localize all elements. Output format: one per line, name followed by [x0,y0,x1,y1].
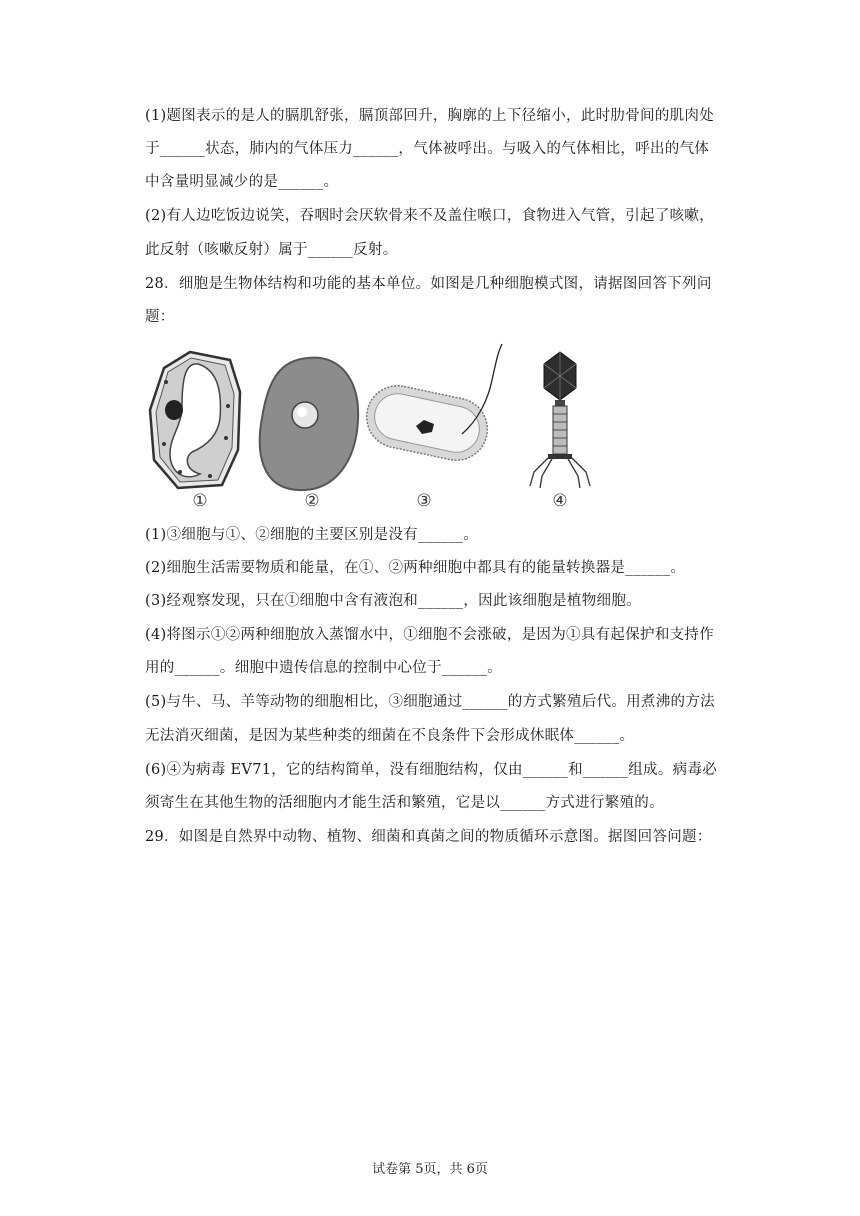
text-line: 用的______。细胞中遗传信息的控制中心位于______。 [145,660,502,676]
cell-diagram-figure [140,340,620,515]
text-line: (4)将图示①②两种细胞放入蒸馏水中，①细胞不会涨破，是因为①具有起保护和支持作 [145,627,715,643]
text-line: 无法消灭细菌，是因为某些种类的细菌在不良条件下会形成休眠体______。 [145,728,635,744]
figure-label-3: ③ [416,491,432,511]
text-line: (5)与牛、马、羊等动物的细胞相比，③细胞通过______的方式繁殖后代。用煮沸的方法 [145,694,715,710]
figure-label-4: ④ [552,491,568,511]
text-line: (1)题图表示的是人的膈肌舒张，膈顶部回升，胸廓的上下径缩小，此时肋骨间的肌肉处 [145,108,715,124]
text-line: 此反射（咳嗽反射）属于______反射。 [145,242,398,258]
text-line: (1)③细胞与①、②细胞的主要区别是没有______。 [145,527,479,543]
text-line: (3)经观察发现，只在①细胞中含有液泡和______，因此该细胞是植物细胞。 [145,593,641,609]
text-line: (6)④为病毒 EV71，它的结构简单，没有细胞结构，仅由______和______组成。病毒必 [145,762,718,778]
text-line: 须寄生在其他生物的活细胞内才能生活和繁殖，它是以______方式进行繁殖的。 [145,795,664,811]
figure-label-2: ② [304,491,320,511]
figure-label-1: ① [192,491,208,511]
animal-cell-illustration [260,358,358,490]
text-line: 29．如图是自然界中动物、植物、细菌和真菌之间的物质循环示意图。据图回答问题： [145,829,712,845]
text-line: (2)细胞生活需要物质和能量，在①、②两种细胞中都具有的能量转换器是______。 [145,560,686,576]
virus-illustration [530,352,590,488]
text-line: 中含量明显减少的是______。 [145,174,339,190]
text-line: (2)有人边吃饭边说笑，吞咽时会厌软骨来不及盖住喉口，食物进入气管，引起了咳嗽， [145,208,715,224]
text-line: 题： [145,309,175,325]
page-footer: 试卷第 5页，共 6页 [372,1162,488,1177]
text-line: 于______状态，肺内的气体压力______，气体被呼出。与吸入的气体相比，呼出的气体 [145,141,710,157]
bacterium-illustration [361,344,502,466]
plant-cell-illustration [150,352,240,488]
text-line: 28．细胞是生物体结构和功能的基本单位。如图是几种细胞模式图，请据图回答下列问 [145,276,712,292]
